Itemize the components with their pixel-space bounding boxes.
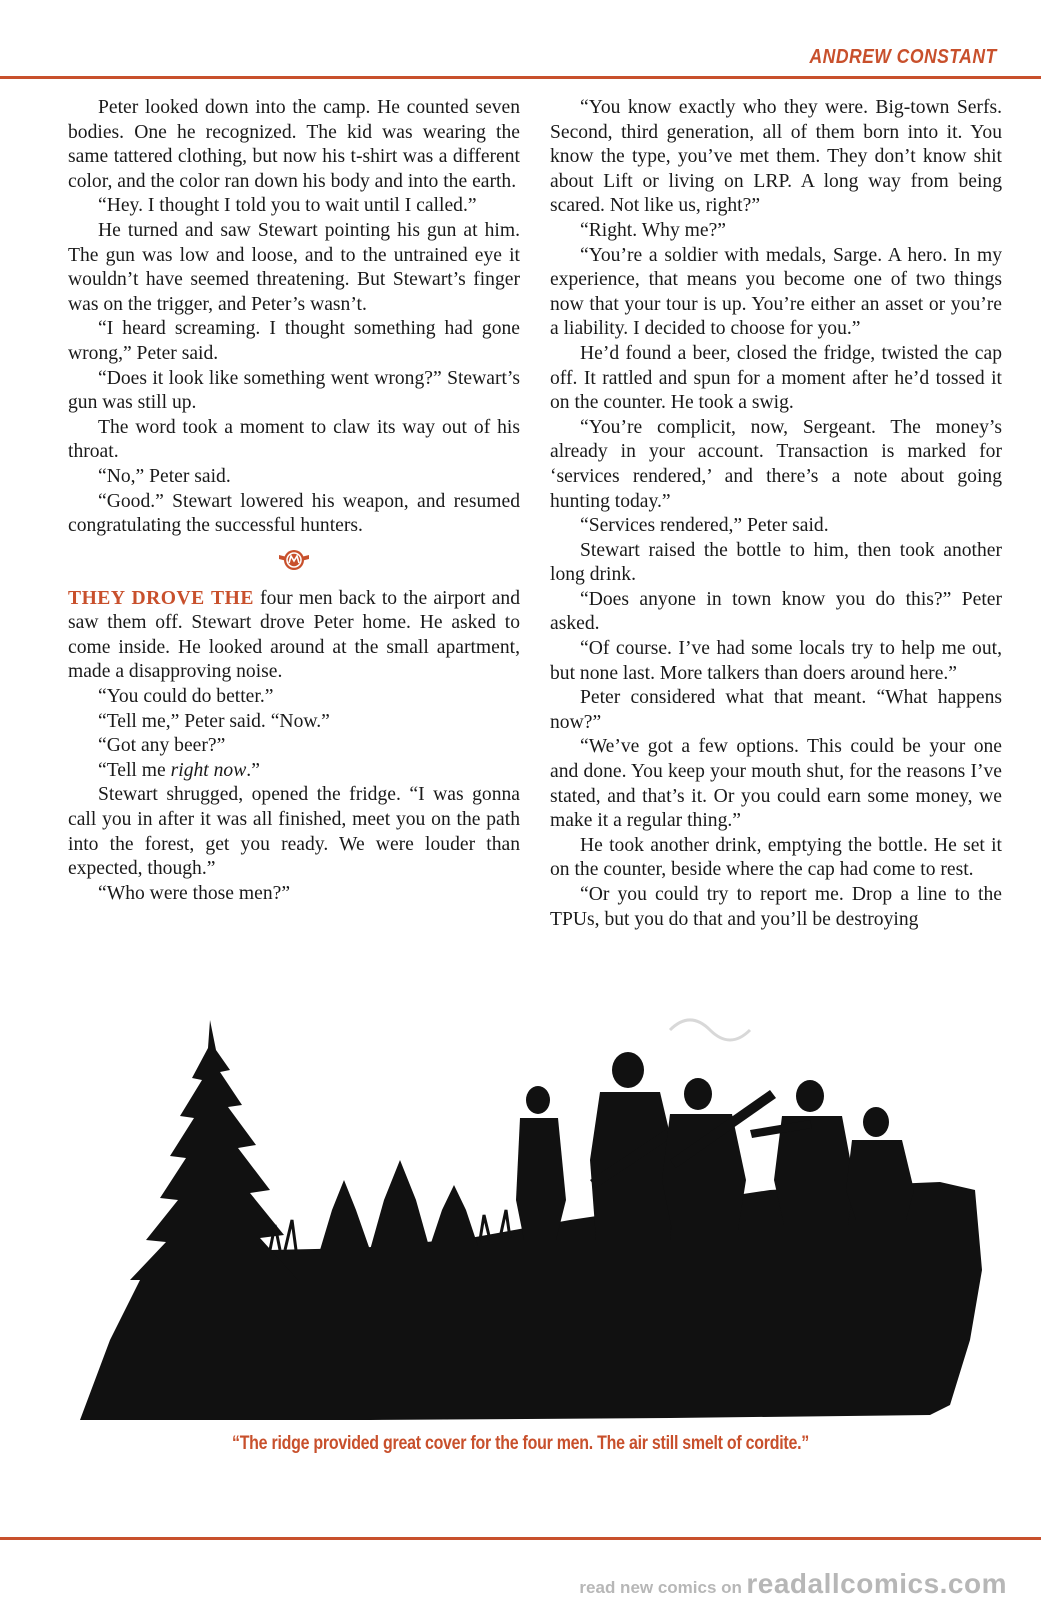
paragraph: “You could do better.” [98,686,274,708]
section-opening-paragraph: THEY DROVE THE four men back to the airport and saw them off. Stewart drove Peter home. He asked to come inside. He looked around at the small apartment, made a disapproving noise. [68,587,520,683]
paragraph: “Services rendered,” Peter said. [580,515,829,537]
illustration-caption: “The ridge provided great cover for the four men. The air still smelt of cordite.” [231,1433,810,1454]
watermark-domain: readallcomics.com [746,1568,1007,1599]
left-text-column [68,96,520,906]
paragraph: “Or you could try to report me. Drop a line to the TPUs, but you do that and you’ll be destroying [550,884,1002,930]
author-name: ANDREW CONSTANT [809,46,997,68]
paragraph: “Who were those men?” [98,882,291,904]
section-break-emblem-icon [68,547,520,573]
paragraph: “I heard screaming. I thought something had gone wrong,” Peter said. [68,318,520,364]
footer-rule [0,1537,1041,1540]
paragraph: “Of course. I’ve had some locals try to help me out, but none last. More talkers than doers around here.” [550,638,1002,684]
paragraph: “You’re a soldier with medals, Sarge. A hero. In my experience, that means you become one of two things now that your tour is up. You’re either an asset or you’re a liability. I decided to choose for you.” [550,244,1002,340]
paragraph: “You’re complicit, now, Sergeant. The money’s already in your account. Transaction is marked for ‘services rendered,’ and there’s a note about going hunting today.” [550,416,1002,512]
paragraph: “Good.” Stewart lowered his weapon, and resumed congratulating the successful hunters. [68,490,520,537]
paragraph: “We’ve got a few options. This could be your one and done. You keep your mouth shut, for the reasons I’ve stated, and that’s it. Or you could earn some money, we make it a regular thing.” [550,736,1002,832]
paragraph: Stewart raised the bottle to him, then took another long drink. [550,539,1002,586]
paragraph: “You know exactly who they were. Big-town Serfs. Second, third generation, all of them born into it. You know the type, you’ve met them. They don’t know shit about Lift or living on LRP. A long way from being scared. Not like us, right?” [550,97,1002,217]
paragraph: “Got any beer?” [98,735,226,757]
paragraph: The word took a moment to claw its way out of his throat. [68,416,520,463]
paragraph: “Tell me,” Peter said. “Now.” [98,710,330,732]
paragraph: Stewart shrugged, opened the fridge. “I was gonna call you in after it was all finished, meet you on the path into the forest, get you ready. We were louder than expected, though.” [68,784,520,880]
hunters-ridge-illustration [70,1010,990,1430]
paragraph: “Does anyone in town know you do this?” Peter asked. [550,588,1002,635]
paragraph: “No,” Peter said. [98,465,231,487]
paragraph: He’d found a beer, closed the fridge, twisted the cap off. It rattled and spun for a moment after he’d tossed it on the counter. He took a swig. [550,342,1002,414]
paragraph: “Hey. I thought I told you to wait until I called.” [98,195,477,217]
paragraph: He turned and saw Stewart pointing his gun at him. The gun was low and loose, and to the untrained eye it wouldn’t have seemed threatening. But Stewart’s finger was on the trigger, and Peter’s wasn’t. [68,219,520,315]
paragraph: Peter looked down into the camp. He counted seven bodies. One he recognized. The kid was wearing the same tattered clothing, but now his t-shirt was a different color, and the color ran down his body and into the earth. [68,97,520,192]
paragraph: “Does it look like something went wrong?” Stewart’s gun was still up. [68,367,520,414]
right-text-column [550,96,1002,932]
paragraph: “Right. Why me?” [580,219,727,241]
emphasis: right now [170,759,247,781]
paragraph: “Tell me right now.” [98,759,260,781]
site-watermark [579,1568,1007,1600]
paragraph: He took another drink, emptying the bottle. He set it on the counter, beside where the cap had come to rest. [550,834,1002,881]
paragraph: Peter considered what that meant. “What happens now?” [550,687,1002,733]
header-rule [0,76,1041,79]
section-lead-in: THEY DROVE THE [68,587,254,609]
watermark-prefix: read new comics on [579,1578,742,1597]
